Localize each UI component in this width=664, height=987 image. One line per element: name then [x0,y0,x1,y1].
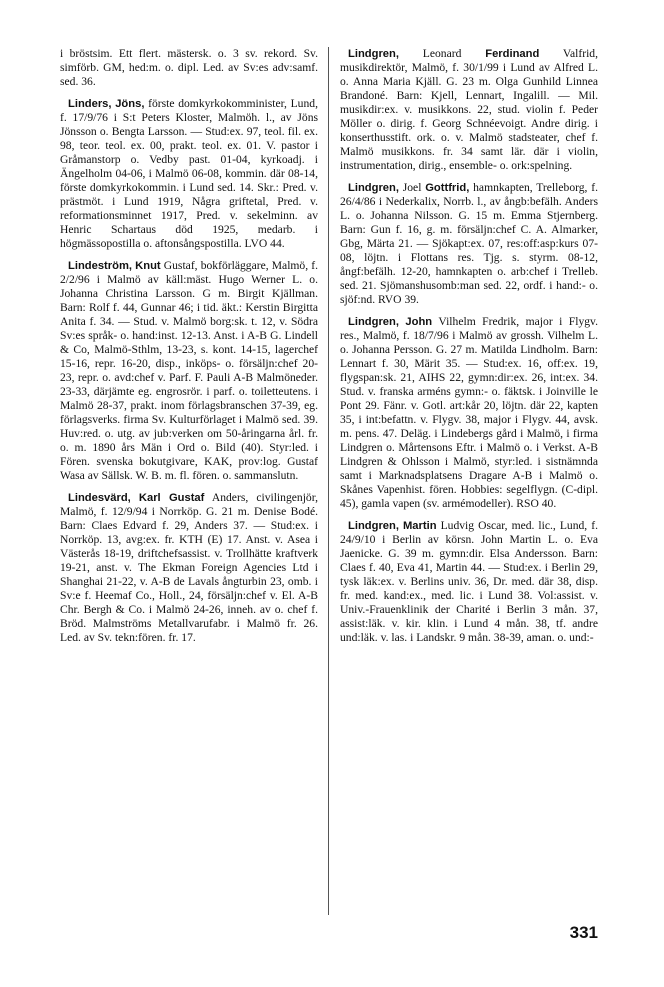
entry-called-name: Jöns, [115,98,145,110]
biography-entry [340,47,598,173]
biography-entry [340,181,598,307]
entry-given-name-rest: Anders, [211,491,249,504]
entry-called-name: Gottfrid, [425,182,470,194]
entry-paragraph [60,491,318,645]
entry-surname: Lindgren, [348,316,399,328]
entry-text: major i Flygv. res., Malmö, f. 18/7/96 i Malmö av grossh. Vilhelm L. o. Johanna Persson. G. 27 m. Matilda Lindholm. Barn: Lennart f. 30, Märit 35. — Stud:ex. 16, off:ex. 19, flygspan:sk. 21, AIHS 22, gymn:dir:ex. 26, int:ex. 34. Stud. v. franska arméns gymn:- o. fäktsk. i Joinville le Pont 29. Fänr. v. Gotl. art:kår 20, löjtn. där 22, kapten 35, i int:befattn. v. Flygv. 38, major i Flygv. 44, avsk. m. pens. 47. Deläg. i Lindebergs gård i Malmö, i firma Lindgren o. Mårtensons Eftr. i Malmö o. i Verkst. A-B Lindgren & Ohlsson i Malmö, styr:led. i sistnämnda samt i Marknadsplatsens Dragare A-B i Malmö o. Skånes Vapenhist. fören. Hobbies: segelflygn. (C-dipl. 45), gamla vapen (sv. armémodeller). RSO 40. [340,315,598,510]
entry-paragraph [340,47,598,173]
entry-given-name-rest: Ludvig Oscar, [440,519,508,532]
biography-entry [60,259,318,483]
entry-paragraph [340,519,598,645]
biography-entry [340,519,598,645]
entry-given-name: Leonard [422,47,462,60]
entry-given-name-rest: Gustaf, [163,259,198,272]
entry-called-name: John [405,316,433,328]
biography-entry [60,491,318,645]
entry-surname: Lindgren, [348,520,399,532]
entry-given-name-rest: Vilhelm Fredrik, [438,315,520,328]
continued-entry [60,47,318,89]
entry-called-name: Karl Gustaf [138,492,205,504]
entry-text: bokförläggare, Malmö, f. 2/2/96 i Malmö av käll:mäst. Hugo Werner L. o. Johanna Christina Larsson. G m. Birgit Kjällman. Barn: Rolf f. 44, Gunnar 46; i tid. äkt.: Kerstin Birgitta Anita f. 34. — Stud. v. Malmö borg:sk. t. 12, v. Södra Sv:es språk- o. hand:inst. 12-13. Anst. i A-B G. Lindell & Co, Malmö-Sthlm, 13-23, s. kont. 14-15, lagerchef 15-16, repr. 16-20, disp., inköps- o. försäljn:chef 20-23, repr. o. avd:chef v. Parf. F. Pauli A-B Malmöneder. 23-33, därjämte eg. engrosrör. i parf. o. toiletteutens. i Malmö 28-37, prakt. inom förlagsbranschen 37-39, eg. förlagsverks. firma Sv. Kulturförlaget i Malmö sed. 39. Huv:red. o. utg. av jub:verken om 50-åringarna årl. fr. o. m. 1890 års Män i Ord o. Bild (40). Styr:led. i Fören. svenska bokutgivare, KAK, prov:log. Gustaf Wasa av Sällsk. W. B. m. fl. fören. o. sammanslutn. [60,259,319,482]
entry-surname: Lindgren, [348,48,399,60]
biography-entry [340,315,598,511]
entry-paragraph [340,315,598,511]
entry-called-name: Knut [135,260,161,272]
entry-surname: Linders, [68,98,112,110]
entry-paragraph [60,97,318,251]
entry-paragraph [340,181,598,307]
entry-text: hamnkapten, Trelleborg, f. 26/4/86 i Nederkalix, Norrb. l., av ångb:befälh. Anders L. o. Johanna Nilsson. G. 15 m. Emma Stjernberg. Barn: Gun f. 16, g. m. försäljn:chef C. A. Almarker, Gbg, Märta 21. — Sjökapt:ex. 07, res:off:asp:kurs 07-08, löjtn. i Flottans res. Tjg. s. styrm. 08-12, ångf:befälh. 12-20, hamnkapten o. arb:chef i Trelleb. sed. 21. Sjömanshusomb:man sed. 22, ordf. i hand:- o. sjöf:nd. RVO 39. [340,181,598,306]
entry-text: musikdirektör, Malmö, f. 30/1/99 i Lund av Alfred L. o. Anna Maria Kjäll. G. 23 m. Olga Gunhild Linnea Brandoné. Barn: Kjell, Lennart, Ingalill. — Mil. musikdir:ex. v. musikkons. 22, stud. violin f. Peder Möller o. dirig. f. Georg Schnéevoigt. Andre dirig. i konserthusstift. ork. o. v. Malmö stadsteater, chef f. Malmö musikkons. fr. 34 samt lär. där i violin, instrumentation, dirig., ensemble- o. ork:spelning. [340,61,598,172]
left-column [60,47,318,653]
right-column [340,47,598,653]
entry-given-name: Joel [402,181,422,194]
biography-entry [60,97,318,251]
entry-surname: Lindeström, [68,260,133,272]
entry-surname: Lindesvärd, [68,492,131,504]
entry-called-name: Ferdinand [485,48,540,60]
entry-called-name: Martin [402,520,437,532]
entry-text: civilingenjör, Malmö, f. 12/9/94 i Norrköp. G. 21 m. Denise Bodé. Barn: Claes Edvard f. 29, Anders 37. — Stud:ex. i Norrköp. 13, avg:ex. fr. KTH (E) 17. Anst. v. Asea i Västerås 18-19, driftchefsassist. v. Trollhätte kraftverk 19-21, anst. v. The Ekman Foreign Agencies Ltd i Shanghai 21-22, v. A-B de Lavals ångturbin 23, omb. i Sv:e f. Heemaf Co., Holl., 24, försäljn:chef v. El. A-B Chr. Bergh & Co. i Malmö 24-26, inneh. av o. chef f. Bröd. Malmströms Metallvarufabr. i Malmö fr. 26. Led. av Sv. tekn:fören. fr. 17. [60,491,319,644]
entry-surname: Lindgren, [348,182,399,194]
page-number: 331 [569,923,598,942]
entry-given-name-rest: Valfrid, [562,47,598,60]
entry-text: med. lic., Lund, f. 24/9/10 i Berlin av körsn. John Martin L. o. Eva Jaenicke. G. 39 m. gymn:dir. Elsa Andersson. Barn: Claes f. 40, Eva 41, Martin 44. — Stud:ex. i Berlin 29, tysk läk:ex. v. Berlins univ. 36, Dr. med. där 38, disp. fr. med. kand:ex., med. lic. i Lund 38. Vol:assist. v. Univ.-Frauenklinik der Charité i Berlin 3 mån. 37, assist:läk. v. kir. klin. i Lund 4 mån. 38, tf. andre und:läk. v. las. i Landskr. 9 mån. 38-39, aman. o. und:- [340,519,598,644]
entry-paragraph [60,259,318,483]
entry-text: förste domkyrkokomminister, Lund, f. 17/9/76 i S:t Peters Kloster, Malmöh. l., av Jöns Jönsson o. Bengta Larsson. — Stud:ex. 97, teol. fil. ex. 98, teor. teol. ex. 00, prakt. teol. ex. 01. V. pastor i Gråmanstorp o. Vedby past. 01-04, kyrkoadj. i Ängelholm 04-06, i Malmö 06-08, kommin. där 08-14, förste domkyrkokommin. i Lund sed. 14. Skr.: Pred. v. prästmöt. i Lund 1919, Några griftetal, Pred. v. reformationsminnet 1917, Pred. v. sekelminn. av Henric Schartaus död 1925, medarb. i högmässopostilla o. aftonsångspostilla. LVO 44. [60,97,318,250]
entry-text: i bröstsim. Ett flert. mästersk. o. 3 sv. rekord. Sv. simförb. GM, hed:m. o. dipl. Led. av Sv:es adv:samf. sed. 36. [60,47,318,88]
entry-paragraph [60,47,318,89]
